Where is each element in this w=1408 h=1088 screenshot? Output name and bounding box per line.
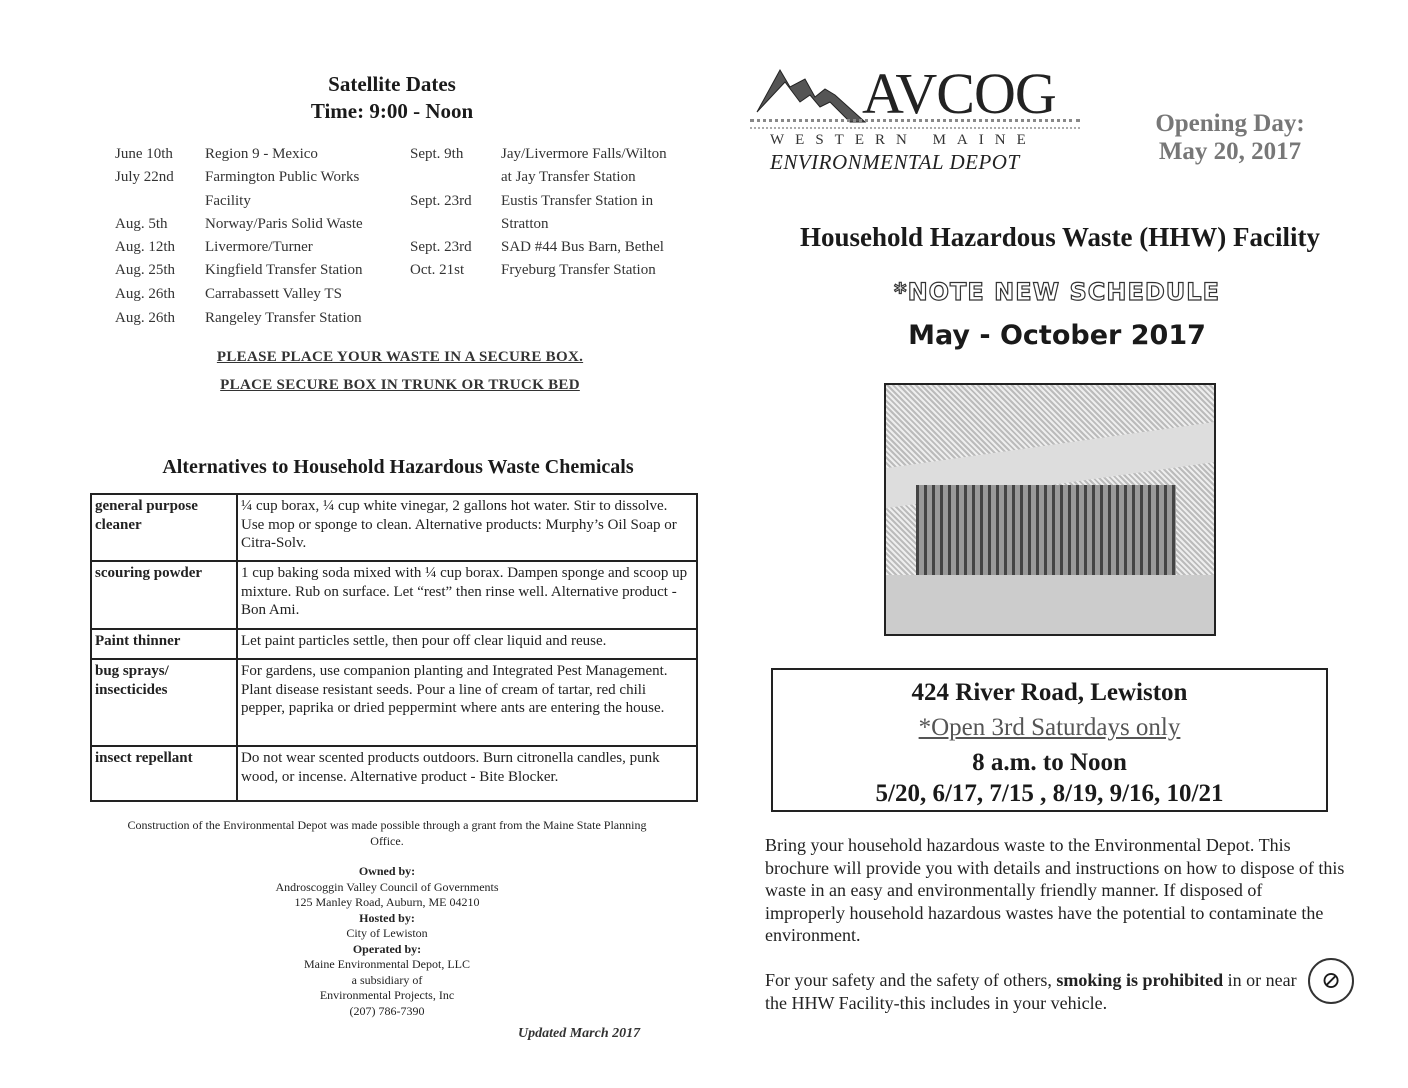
host: City of Lewiston bbox=[346, 926, 428, 940]
logo-name: AVCOG bbox=[862, 61, 1056, 126]
no-smoking-icon: ⊘ bbox=[1308, 958, 1354, 1004]
schedule-date: July 22nd bbox=[115, 169, 174, 185]
schedule-date: Aug. 5th bbox=[115, 216, 168, 232]
alternative-text: ¼ cup borax, ¼ cup white vinegar, 2 gallons hot water. Stir to dissolve. Use mop or sponge to clean. Alternative products: Murphy’s Oil Soap or Citra-Solv. bbox=[237, 494, 697, 561]
schedule-location: Rangeley Transfer Station bbox=[205, 310, 362, 326]
season: May - October 2017 bbox=[908, 320, 1206, 351]
smoking-post: in or near the HHW Facility-this includes in your vehicle. bbox=[765, 970, 1297, 1013]
schedule-location: Facility bbox=[205, 193, 251, 209]
schedule-location: at Jay Transfer Station bbox=[501, 169, 636, 185]
alternatives-table bbox=[90, 493, 698, 802]
intro-text: Bring your household hazardous waste to the Environmental Depot. This brochure will provide you with details and instructions on how to dispose of this waste in an easy and environmentally friendly manner. If disposed of improperly household hazardous wastes have the potential to contaminate the environment. bbox=[765, 835, 1345, 945]
hours: 8 a.m. to Noon bbox=[972, 749, 1127, 776]
table-row bbox=[91, 659, 697, 746]
opening-label: Opening Day: bbox=[1155, 110, 1305, 137]
open-dates: 5/20, 6/17, 7/15 , 8/19, 9/16, 10/21 bbox=[875, 780, 1224, 807]
smoking-bold: smoking is prohibited bbox=[1056, 970, 1224, 990]
chemical-name: general purpose cleaner bbox=[91, 494, 237, 561]
schedule-location: Region 9 - Mexico bbox=[205, 146, 318, 162]
wave-icon bbox=[750, 119, 1080, 129]
opening-day bbox=[1125, 110, 1335, 166]
schedule-date: Aug. 26th bbox=[115, 286, 175, 302]
mountain-icon bbox=[755, 67, 875, 127]
updated-date: Updated March 2017 bbox=[518, 1026, 641, 1041]
schedule-date: Aug. 12th bbox=[115, 239, 175, 255]
phone: (207) 786-7390 bbox=[349, 1003, 425, 1018]
alternative-text: 1 cup baking soda mixed with ¼ cup borax. Dampen sponge and scoop up mixture. Rub on surface. Let “rest” then rinse well. Alternative product - Bon Ami. bbox=[237, 561, 697, 629]
operator: Maine Environmental Depot, LLC bbox=[304, 957, 470, 971]
schedule-location: Eustis Transfer Station in bbox=[501, 193, 654, 209]
address: 424 River Road, Lewiston bbox=[911, 679, 1188, 706]
schedule-location: SAD #44 Bus Barn, Bethel bbox=[501, 239, 664, 255]
chemical-name: Paint thinner bbox=[91, 629, 237, 659]
info-box bbox=[771, 668, 1328, 812]
schedule-date: Sept. 23rd bbox=[410, 239, 472, 255]
page-heading: Household Hazardous Waste (HHW) Facility bbox=[799, 222, 1320, 252]
open-days: *Open 3rd Saturdays only bbox=[918, 714, 1181, 741]
avcog-logo bbox=[750, 62, 1080, 177]
logo-line1: WESTERN MAINE bbox=[770, 132, 1037, 148]
grant-text: Construction of the Environmental Depot was made possible through a grant from the Maine State Planning Office. bbox=[127, 818, 647, 848]
owned-label: Owned by: bbox=[358, 864, 416, 878]
notice-trunk: PLACE SECURE BOX IN TRUNK OR TRUCK BED bbox=[220, 377, 580, 393]
owner-address: 125 Manley Road, Auburn, ME 04210 bbox=[294, 895, 480, 909]
operated-label: Operated by: bbox=[352, 941, 422, 956]
chemical-name: bug sprays/ insecticides bbox=[91, 659, 237, 746]
schedule-location: Fryeburg Transfer Station bbox=[501, 262, 656, 278]
alternatives-title: Alternatives to Household Hazardous Waste Chemicals bbox=[162, 456, 634, 478]
table-row bbox=[91, 561, 697, 629]
alternative-text: Do not wear scented products outdoors. Burn citronella candles, punk wood, or incense. Alternative product - Bite Blocker. bbox=[237, 746, 697, 801]
alternative-text: Let paint particles settle, then pour off clear liquid and reuse. bbox=[237, 629, 697, 659]
notice-secure-box: PLEASE PLACE YOUR WASTE IN A SECURE BOX. bbox=[216, 349, 584, 365]
opening-date: May 20, 2017 bbox=[1158, 138, 1302, 165]
schedule-location: Kingfield Transfer Station bbox=[205, 262, 363, 278]
alternative-text: For gardens, use companion planting and Integrated Pest Management. Plant disease resistant seeds. Pour a line of cream of tartar, red chili pepper, paprika or dried peppermint where ants are entering the house. bbox=[237, 659, 697, 746]
schedule-date: Aug. 25th bbox=[115, 262, 175, 278]
facility-photo bbox=[884, 383, 1216, 636]
schedule-location: Norway/Paris Solid Waste bbox=[205, 216, 363, 232]
schedule-location: Jay/Livermore Falls/Wilton bbox=[501, 146, 667, 162]
subsidiary: a subsidiary of bbox=[351, 972, 423, 987]
parent: Environmental Projects, Inc bbox=[319, 988, 455, 1002]
schedule-location: Stratton bbox=[501, 216, 549, 232]
schedule-location: Carrabassett Valley TS bbox=[205, 286, 342, 302]
table-row bbox=[91, 494, 697, 561]
note-new-schedule: *NOTE NEW SCHEDULE bbox=[894, 278, 1220, 306]
satellite-time: Time: 9:00 - Noon bbox=[310, 99, 474, 123]
schedule-location: Livermore/Turner bbox=[205, 239, 313, 255]
smoking-pre: For your safety and the safety of others, bbox=[765, 970, 1057, 990]
schedule-date: June 10th bbox=[115, 146, 173, 162]
schedule-date: Aug. 26th bbox=[115, 310, 175, 326]
hosted-label: Hosted by: bbox=[359, 910, 415, 925]
smoking-notice bbox=[765, 969, 1305, 1014]
chemical-name: scouring powder bbox=[91, 561, 237, 629]
credits bbox=[127, 864, 647, 1019]
schedule-date: Sept. 9th bbox=[410, 146, 464, 162]
satellite-title: Satellite Dates bbox=[328, 72, 456, 96]
schedule-date: Sept. 23rd bbox=[410, 193, 472, 209]
table-row bbox=[91, 629, 697, 659]
chemical-name: insect repellant bbox=[91, 746, 237, 801]
schedule-location: Farmington Public Works bbox=[205, 169, 360, 185]
schedule-date: Oct. 21st bbox=[410, 262, 465, 278]
table-row bbox=[91, 746, 697, 801]
logo-line2: ENVIRONMENTAL DEPOT bbox=[770, 150, 1020, 174]
owner: Androscoggin Valley Council of Governments bbox=[275, 879, 499, 894]
